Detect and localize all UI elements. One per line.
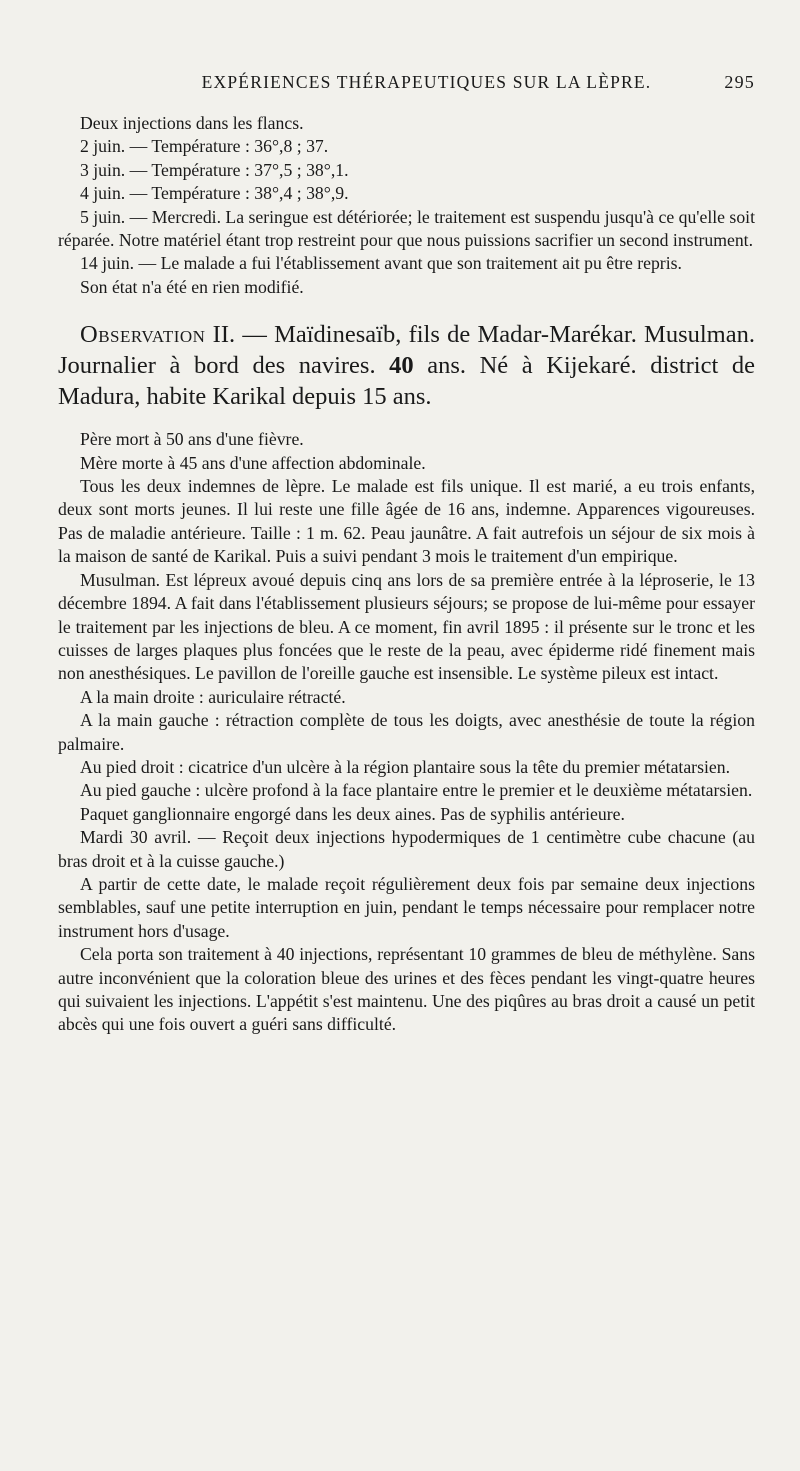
paragraph: 4 juin. — Température : 38°,4 ; 38°,9. [80, 183, 349, 204]
paragraph: Au pied droit : cicatrice d'un ulcère à la région plantaire sous la tête du premier métatarsien. [80, 756, 730, 777]
paragraph: Musulman. Est lépreux avoué depuis cinq ans lors de sa première entrée à la léproserie, le 13 décembre 1894. A fait dans l'établissement plusieurs séjours; se propose de lui-même pour essayer le traitement par les injections de bleu. A ce moment, fin avril 1895 : il présente sur le tronc et les cuisses de larges plaques plus foncées que le reste de la peau, avec épiderme ridé finement mais non anesthésiques. Le pavillon de l'oreille gauche est insensible. Le système pileux est intact. [58, 569, 755, 684]
paragraph: 14 juin. — Le malade a fui l'établissement avant que son traitement ait pu être repris. [80, 253, 682, 274]
paragraph: A la main gauche : rétraction complète de tous les doigts, avec anesthésie de toute la région palmaire. [58, 710, 755, 754]
paragraph: A partir de cette date, le malade reçoit régulièrement deux fois par semaine deux injections semblables, sauf une petite interruption en juin, pendant le temps nécessaire pour remplacer notre instrument hors d'usage. [58, 873, 755, 941]
paragraph: 3 juin. — Température : 37°,5 ; 38°,1. [80, 159, 349, 180]
observation-numeral: II. [212, 321, 236, 349]
paragraph: Paquet ganglionnaire engorgé dans les deux aines. Pas de syphilis antérieure. [80, 803, 625, 824]
paragraph: 2 juin. — Température : 36°,8 ; 37. [80, 136, 329, 157]
paragraph: Père mort à 50 ans d'une fièvre. [80, 429, 304, 450]
paragraph: 5 juin. — Mercredi. La seringue est détériorée; le traitement est suspendu jusqu'à ce qu'elle soit réparée. Notre matériel étant trop restreint pour que nous puissions sacrifier un second instrument. [58, 206, 755, 251]
running-header [58, 72, 755, 98]
observation-label: Observation [80, 321, 206, 349]
observation-text-a: — Maïdinesaïb, fils de Madar-Marékar. Musulman. Journalier à bord des navires. [58, 321, 755, 380]
paragraph: Mère morte à 45 ans d'une affection abdominale. [80, 452, 426, 473]
paragraph: Cela porta son traitement à 40 injections, représentant 10 grammes de bleu de méthylène. Sans autre inconvénient que la coloration bleue des urines et des fèces pendant les vingt-quatre heures qui suivaient les injections. L'appétit s'est maintenu. Une des piqûres au bras droit a causé un petit abcès qui une fois ouvert a guéri sans difficulté. [58, 944, 755, 1035]
observation-text-b: ans. Né à Kijekaré. district de Madura, habite Karikal depuis 15 ans. [58, 352, 755, 411]
observation-heading [58, 319, 755, 412]
top-section [58, 112, 755, 299]
paragraph: Tous les deux indemnes de lèpre. Le malade est fils unique. Il est marié, a eu trois enfants, deux sont morts jeunes. Il lui reste une fille âgée de 16 ans, indemne. Apparences vigoureuses. Pas de maladie antérieure. Taille : 1 m. 62. Peau jaunâtre. A fait autrefois un séjour de six mois à la maison de santé de Karikal. Puis a suivi pendant 3 mois le traitement d'un empirique. [58, 476, 755, 567]
observation-body [58, 428, 755, 1037]
paragraph: A la main droite : auriculaire rétracté. [80, 686, 346, 707]
page-number: 295 [724, 72, 755, 92]
observation-age: 40 [389, 352, 414, 380]
paragraph: Mardi 30 avril. — Reçoit deux injections hypodermiques de 1 centimètre cube chacune (au bras droit et à la cuisse gauche.) [58, 827, 755, 871]
paragraph: Deux injections dans les flancs. [80, 113, 304, 133]
paragraph: Son état n'a été en rien modifié. [80, 276, 304, 297]
running-title: EXPÉRIENCES THÉRAPEUTIQUES SUR LA LÈPRE. [201, 72, 652, 92]
paragraph: Au pied gauche : ulcère profond à la face plantaire entre le premier et le deuxième métatarsien. [80, 780, 753, 801]
